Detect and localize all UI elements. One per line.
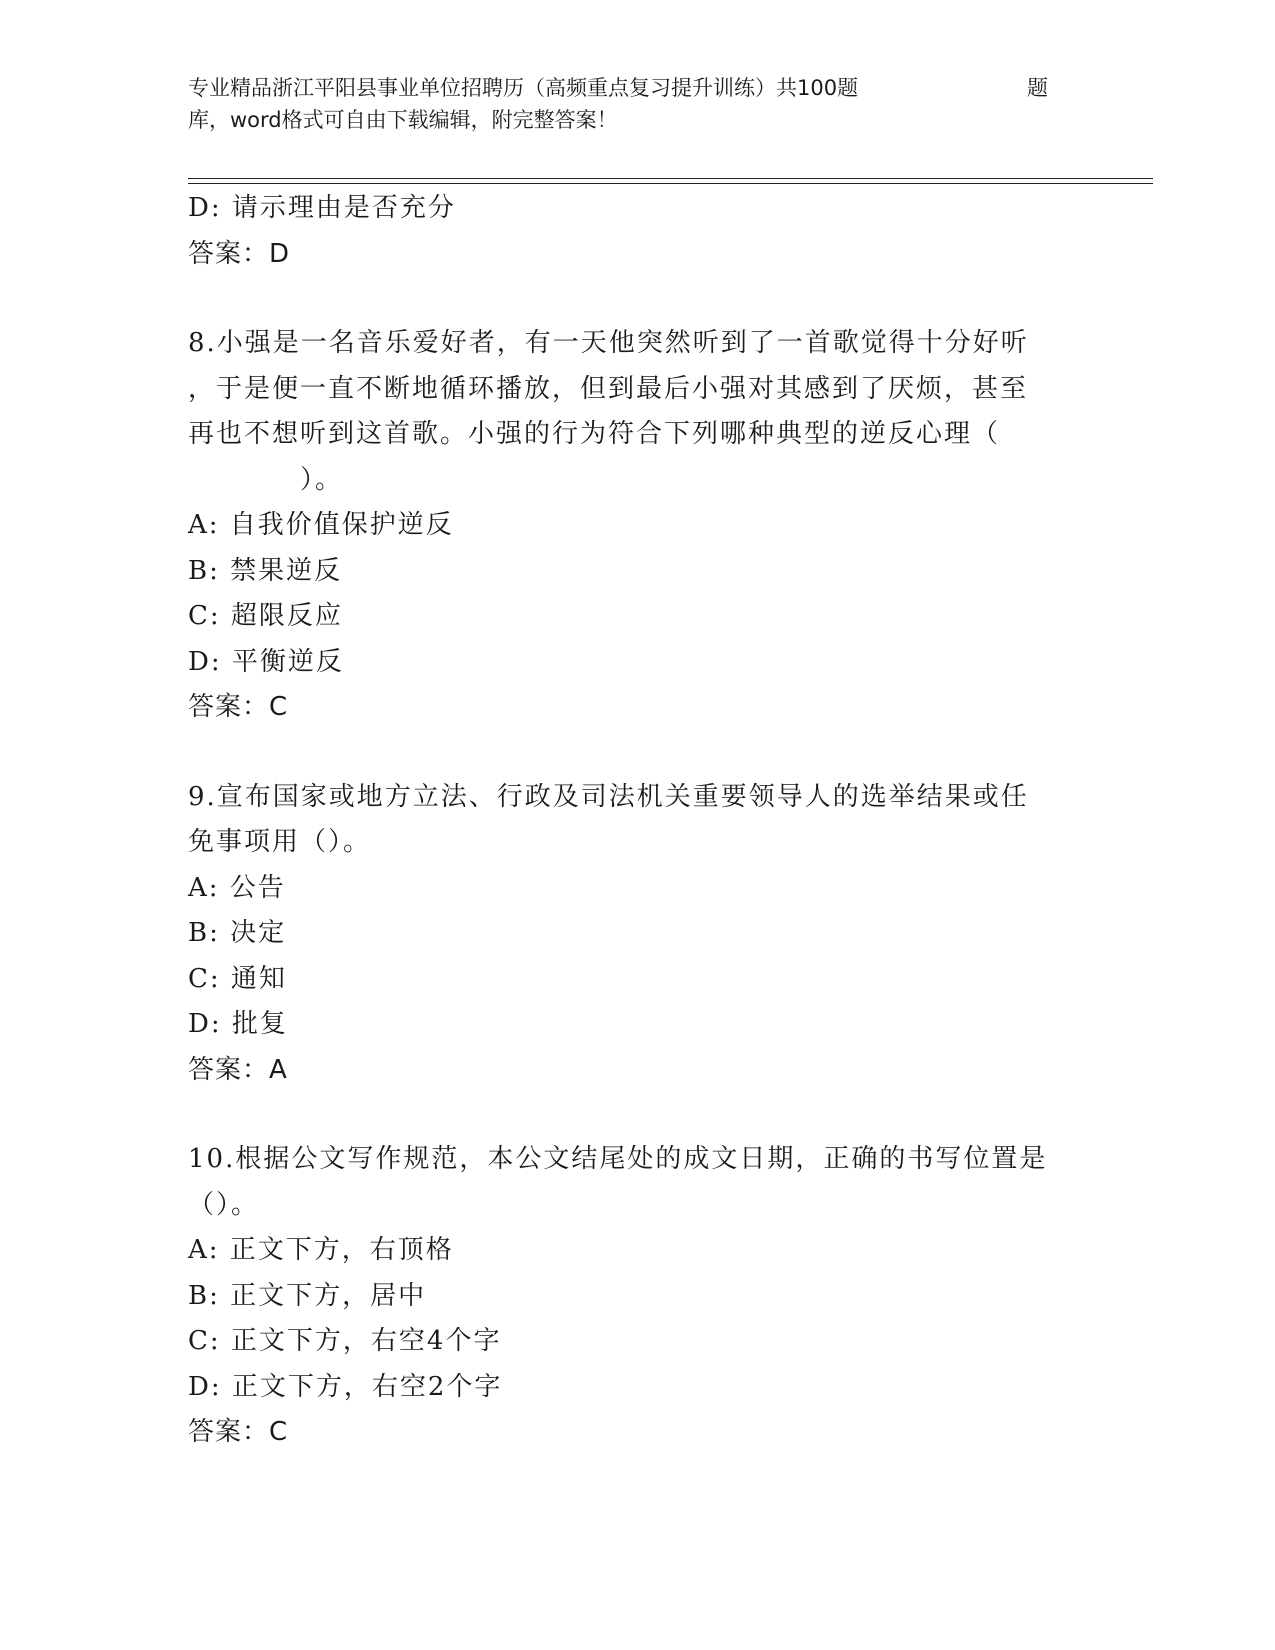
prev-option-d: D: 请示理由是否充分	[188, 193, 456, 223]
question-10-text-line-2: （）。	[188, 1189, 260, 1220]
header-line-1	[188, 72, 1088, 104]
question-10-option-a: A: 正文下方，右顶格	[188, 1235, 454, 1265]
page-header	[188, 72, 1088, 136]
question-9-text-line-1: 9.宣布国家或地方立法、行政及司法机关重要领导人的选举结果或任	[188, 781, 1029, 812]
question-9-answer: 答案：A	[188, 1054, 288, 1085]
header-subtitle-text: 库，word格式可自由下载编辑，附完整答案！	[188, 108, 618, 132]
spacer	[188, 277, 1088, 321]
question-9	[188, 775, 1088, 1094]
header-divider-bottom	[188, 183, 1153, 184]
question-8-option-d: D: 平衡逆反	[188, 646, 344, 677]
question-8-text-line-2: ，于是便一直不断地循环播放，但到最后小强对其感到了厌烦，甚至	[188, 373, 1029, 404]
question-9-text-line-2: 免事项用（）。	[188, 827, 372, 857]
question-10-option-d: D: 正文下方，右空2个字	[188, 1371, 503, 1402]
question-8-text-line-1: 8.小强是一名音乐爱好者，有一天他突然听到了一首歌觉得十分好听	[188, 328, 1029, 358]
header-line-2	[188, 104, 1088, 136]
question-8	[188, 321, 1088, 731]
question-10-answer: 答案：C	[188, 1417, 289, 1447]
spacer	[188, 1093, 1088, 1137]
question-8-option-b: B: 禁果逆反	[188, 555, 343, 586]
question-8-option-c: C: 超限反应	[188, 601, 343, 631]
question-8-option-a: A: 自我价值保护逆反	[188, 510, 454, 540]
spacer	[188, 731, 1088, 775]
document-body	[188, 186, 1088, 1456]
question-10-option-c: C: 正文下方，右空4个字	[188, 1326, 502, 1356]
question-8-text-line-4: ）。	[300, 464, 344, 495]
header-title-text: 专业精品浙江平阳县事业单位招聘历（高频重点复习提升训练）共100题	[188, 76, 859, 100]
question-8-text-line-3: 再也不想听到这首歌。小强的行为符合下列哪种典型的逆反心理（	[188, 419, 1001, 449]
question-9-option-c: C: 通知	[188, 963, 287, 994]
question-10	[188, 1137, 1088, 1456]
question-10-option-b: B: 正文下方，居中	[188, 1280, 427, 1311]
question-10-text-line-1: 10.根据公文写作规范，本公文结尾处的成文日期，正确的书写位置是	[188, 1144, 1048, 1174]
header-divider-top	[188, 178, 1153, 179]
question-8-answer: 答案：C	[188, 692, 289, 722]
prev-answer: 答案：D	[188, 238, 291, 269]
question-9-option-a: A: 公告	[188, 872, 286, 903]
question-9-option-b: B: 决定	[188, 918, 287, 948]
header-title-tail: 题	[1027, 76, 1048, 100]
question-9-option-d: D: 批复	[188, 1009, 288, 1039]
